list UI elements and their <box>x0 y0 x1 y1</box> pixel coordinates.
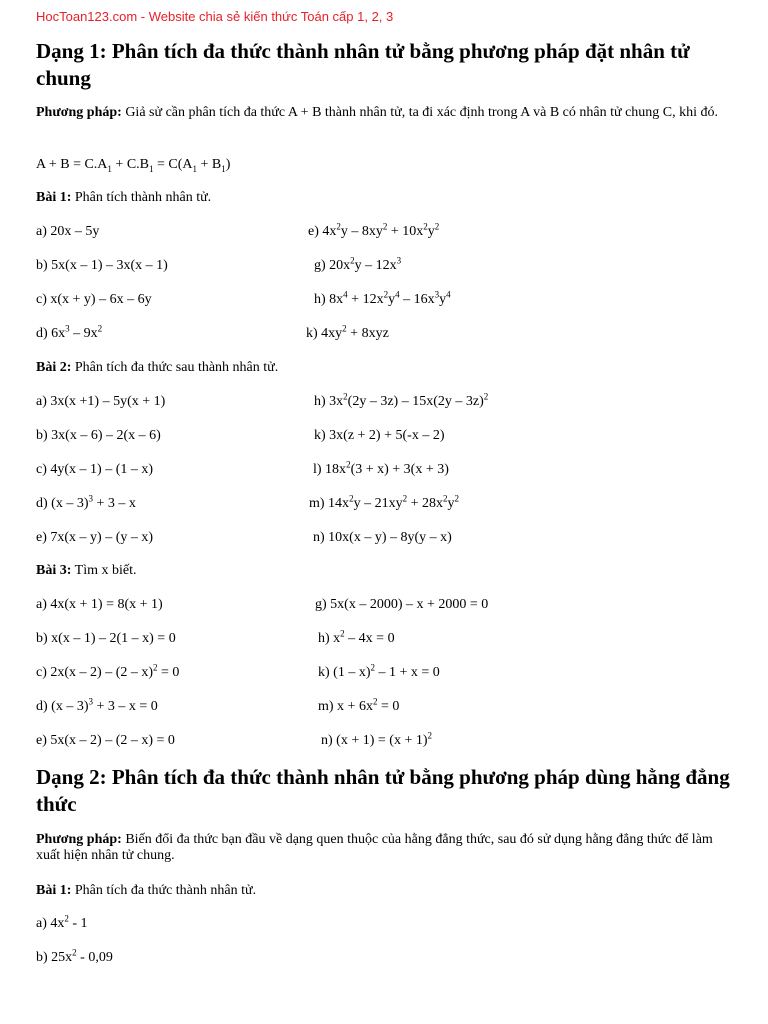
exercise-item: h) $8x^4 + 12x^2y^4 - 16x^3y^4$ <box>314 289 451 307</box>
exercise-item: b) $25x^2 - 0,09$ <box>36 947 113 965</box>
site-header[interactable]: HocToan123.com - Website chia sẻ kiến thức Toán cấp 1, 2, 3 <box>36 9 394 24</box>
exercise-item: c) 2x(x – 2) – (2 – x)$^2$ = 0 <box>36 662 180 680</box>
exercise-item: d) (x – 3)$^3$ + 3 – x <box>36 493 136 511</box>
exercise-item: c) 4y(x – 1) – (1 – x) <box>36 462 154 477</box>
section1-formula: $A + B = C.A_1 + C.B_1 = C(A_1 + B_1)$ <box>36 157 231 174</box>
exercise-item: b) 3x(x – 6) – 2(x – 6) <box>36 428 161 443</box>
exercise-item: l) $18x^2(3 + x) + 3(x + 3)$ <box>313 459 449 477</box>
exercise-item: m) $14x^2y - 21xy^2 + 28x^2y^2$ <box>309 493 459 511</box>
section1-title: Dạng 1: Phân tích đa thức thành nhân tử bằng phương pháp đặt nhân tử chung <box>36 39 690 90</box>
exercise-item: k) 3x(z + 2) + 5(-x – 2) <box>314 428 445 443</box>
method-text: Giả sử cần phân tích đa thức A + B thành nhân tử, ta đi xác định trong A và B có nhân tử chung C, khi đó. <box>121 105 719 120</box>
exercise-item: d) $6x^3 - 9x^2$ <box>36 323 103 341</box>
exercise-item: m) $x + 6x^2 = 0$ <box>318 696 400 714</box>
exercise-item: n) $(x + 1) = (x + 1)^2$ <box>321 730 432 748</box>
exercise-item: c) x(x + y) – 6x – 6y <box>36 292 152 307</box>
method-label: Phương pháp: <box>36 832 122 847</box>
exercise-item: k) (1 – x)$^2$ – 1 + x = 0 <box>318 662 440 680</box>
exercise-item: h) $x^2 - 4x = 0$ <box>318 628 395 646</box>
exercise-heading: Bài 3: Tìm x biết. <box>36 563 137 578</box>
exercise-item: e) 7x(x – y) – (y – x) <box>36 530 154 545</box>
exercise-heading: Bài 2: Phân tích đa thức sau thành nhân tử. <box>36 360 279 375</box>
exercise-item: g) 5x(x – 2000) – x + 2000 = 0 <box>315 597 489 612</box>
exercise-item: h) $3x^2(2y - 3z) - 15x(2y - 3z)^2$ <box>314 391 489 409</box>
exercise-item: b) x(x – 1) – 2(1 – x) = 0 <box>36 631 176 646</box>
exercise-item: e) $4x^2y - 8xy^2 + 10x^2y^2$ <box>308 221 440 239</box>
section2-method <box>36 832 736 864</box>
exercise-heading: Bài 1: Phân tích đa thức thành nhân tử. <box>36 883 257 898</box>
exercise-item: k) $4xy^2 + 8xyz$ <box>306 323 389 341</box>
exercise-item: a) 3x(x +1) – 5y(x + 1) <box>36 394 166 409</box>
method-label: Phương pháp: <box>36 105 122 120</box>
exercise-heading: Bài 1: Phân tích thành nhân tử. <box>36 190 212 205</box>
section1-method <box>36 105 736 121</box>
exercise-item: e) 5x(x – 2) – (2 – x) = 0 <box>36 733 175 748</box>
exercise-item: a) 4x(x + 1) = 8(x + 1) <box>36 597 163 612</box>
exercise-item: n) 10x(x – y) – 8y(y – x) <box>313 530 452 545</box>
exercise-item: g) $20x^2y - 12x^3$ <box>314 255 402 273</box>
method-text: Biến đổi đa thức bạn đầu về dạng quen thuộc của hằng đẳng thức, sau đó sử dụng hằng đẳng thức để làm xuất hiện nhân tử chung. <box>36 832 713 863</box>
section2-title: Dạng 2: Phân tích đa thức thành nhân tử bằng phương pháp dùng hằng đẳng thức <box>36 765 730 816</box>
exercise-item: b) 5x(x – 1) – 3x(x – 1) <box>36 258 168 273</box>
exercise-item: a) 20x – 5y <box>36 224 100 239</box>
exercise-item: a) $4x^2 - 1$ <box>36 913 88 931</box>
exercise-item: d) (x – 3)$^3$ + 3 – x = 0 <box>36 696 158 714</box>
